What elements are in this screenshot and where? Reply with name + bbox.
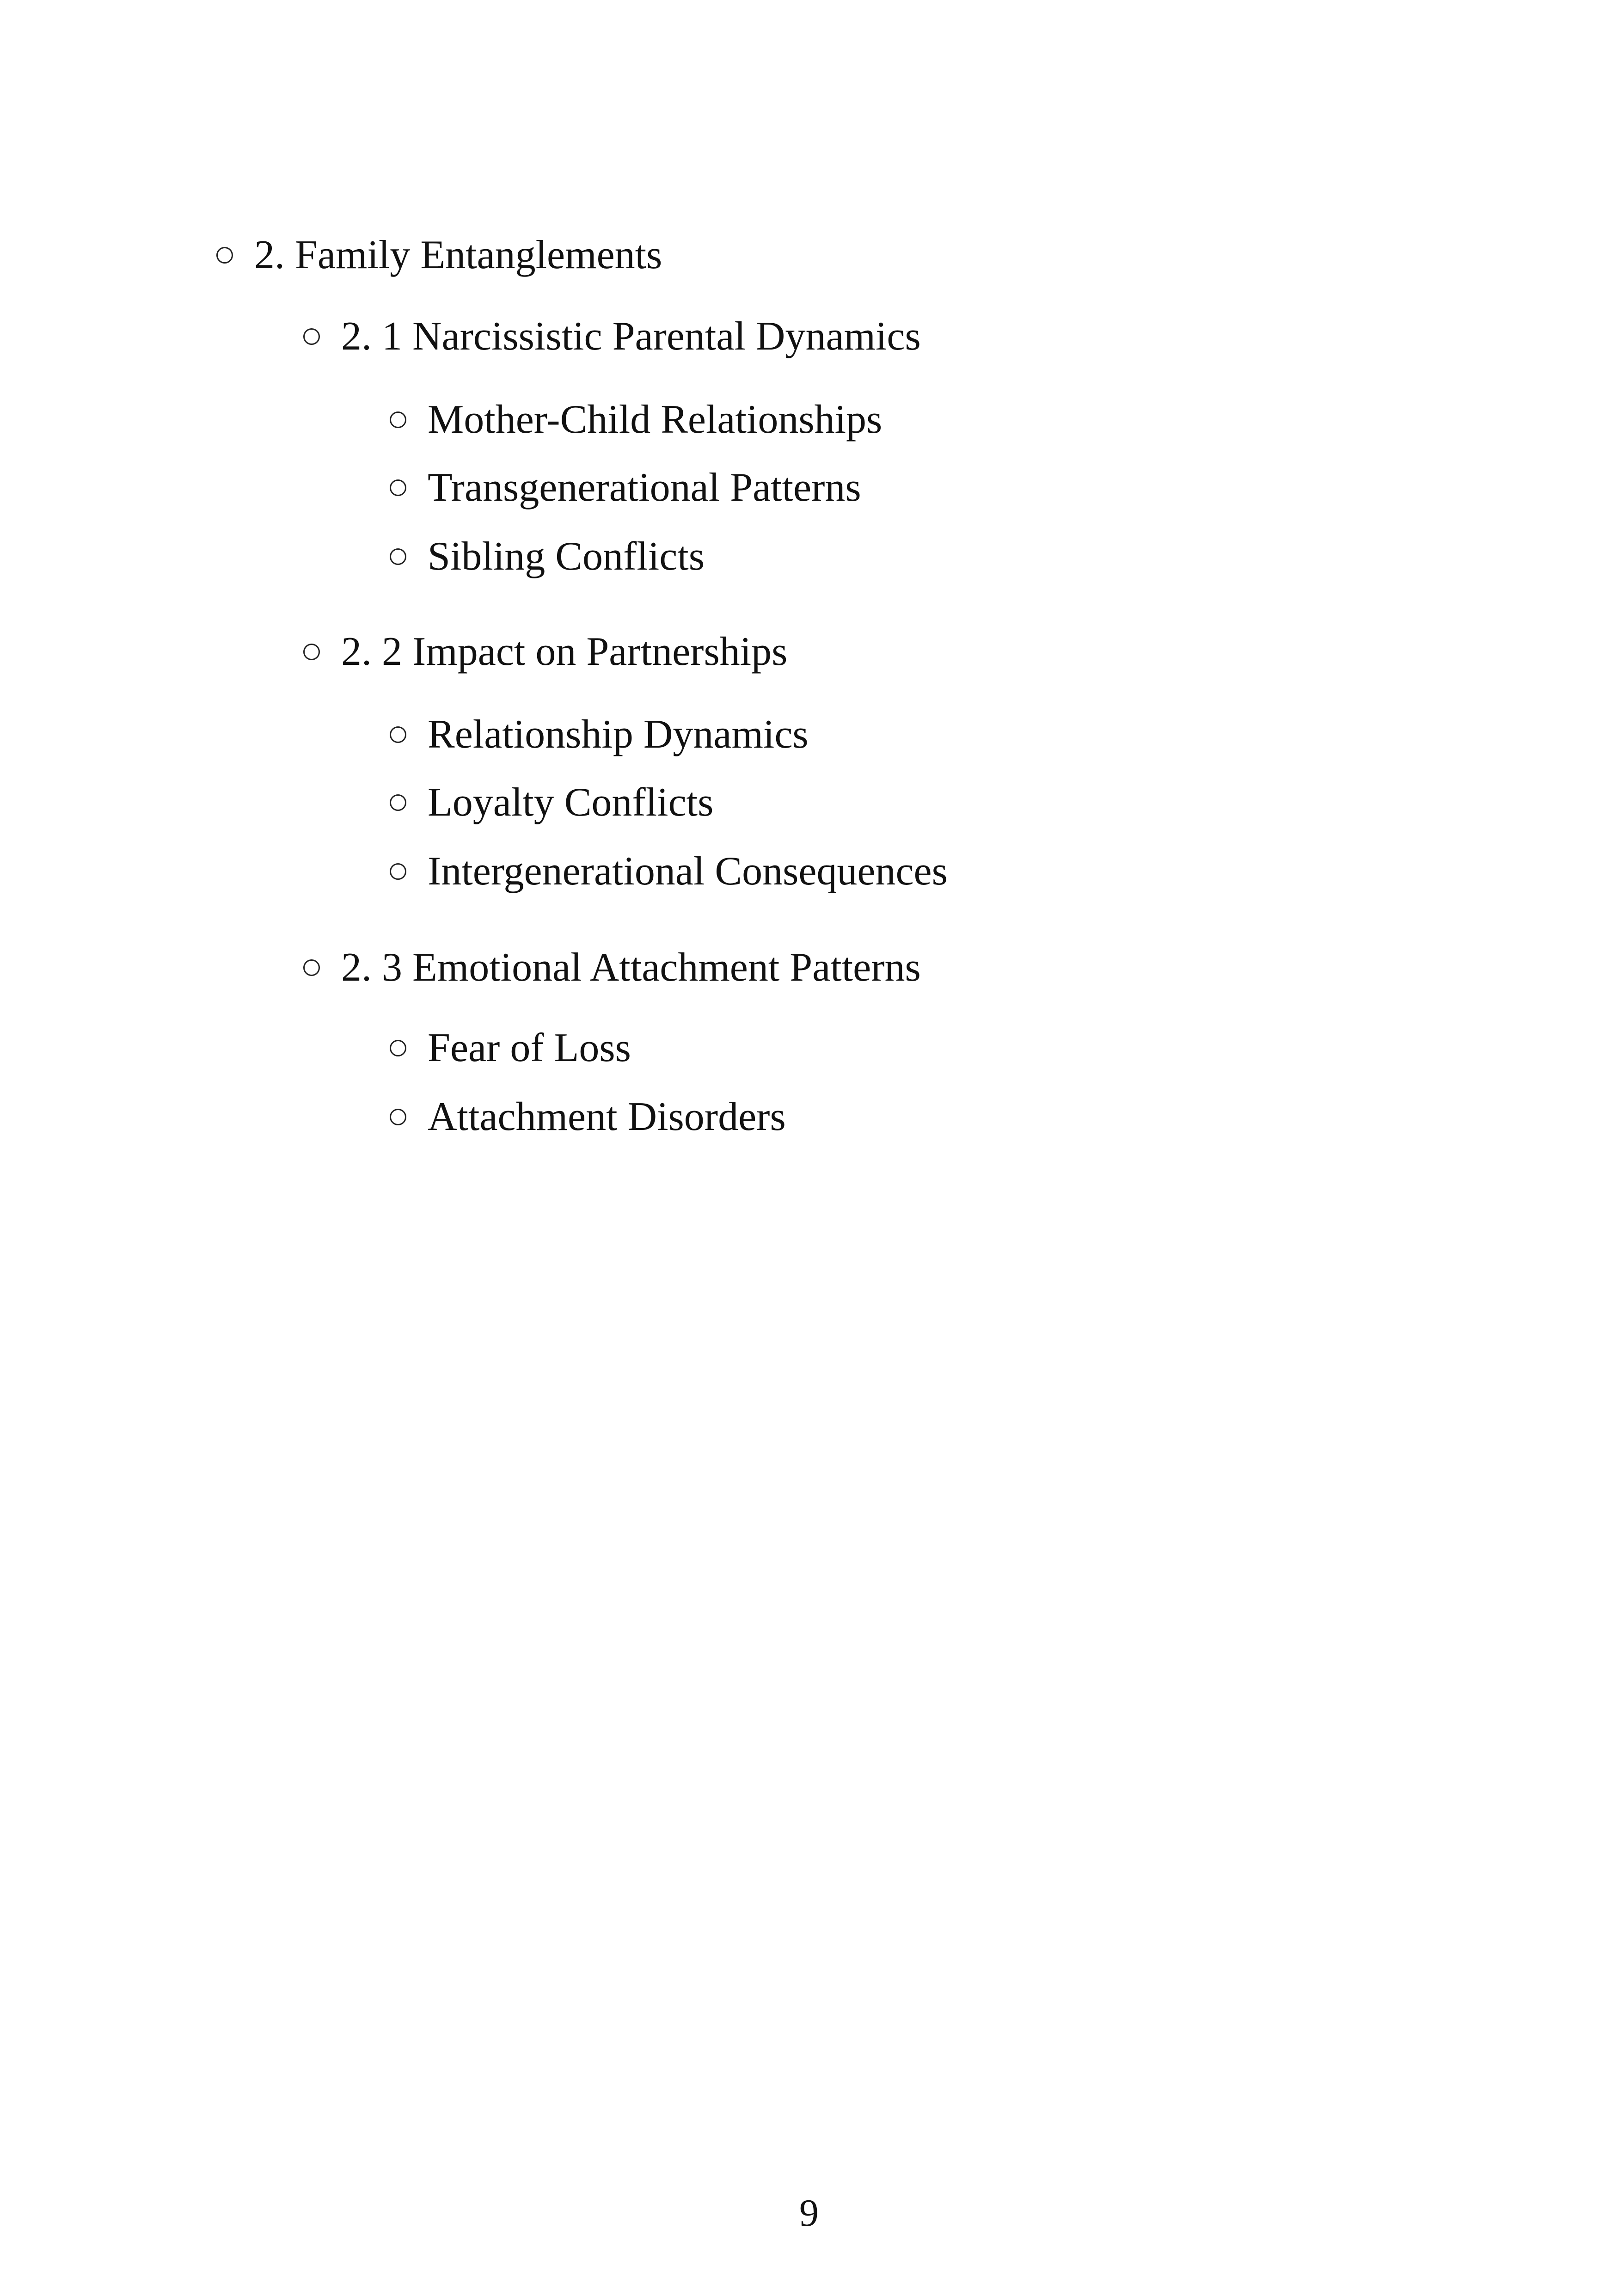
hollow-circle-bullet-icon — [390, 479, 406, 496]
hollow-circle-bullet-icon — [390, 726, 406, 743]
subsection-title: 2. 1 Narcissistic Parental Dynamics — [341, 314, 921, 359]
hollow-circle-bullet-icon — [303, 959, 320, 976]
hollow-circle-bullet-icon — [216, 247, 233, 264]
outline-list-item — [390, 782, 713, 823]
outline-list-item — [390, 536, 705, 577]
list-item-label: Fear of Loss — [428, 1025, 631, 1070]
outline-subsection-item — [303, 629, 788, 674]
outline-list-item — [390, 851, 948, 892]
subsection-title: 2. 3 Emotional Attachment Patterns — [341, 945, 921, 990]
outline-list-item — [390, 714, 809, 755]
hollow-circle-bullet-icon — [390, 548, 406, 565]
outline-list-item — [390, 1094, 786, 1139]
list-item-label: Mother-Child Relationships — [428, 397, 883, 442]
outline-list-item — [390, 467, 861, 508]
hollow-circle-bullet-icon — [390, 1109, 406, 1125]
list-item-label: Relationship Dynamics — [428, 712, 809, 757]
outline-subsection-item — [303, 316, 921, 357]
list-item-label: Attachment Disorders — [428, 1094, 786, 1139]
hollow-circle-bullet-icon — [390, 411, 406, 428]
list-item-label: Transgenerational Patterns — [428, 465, 861, 510]
outline-list-item — [390, 1025, 631, 1070]
subsection-title: 2. 2 Impact on Partnerships — [341, 629, 788, 674]
hollow-circle-bullet-icon — [390, 1040, 406, 1056]
hollow-circle-bullet-icon — [390, 794, 406, 811]
outline-subsection-item — [303, 947, 921, 988]
list-item-label: Sibling Conflicts — [428, 534, 705, 579]
page-number: 9 — [799, 2192, 819, 2235]
hollow-circle-bullet-icon — [303, 644, 320, 660]
list-item-label: Loyalty Conflicts — [428, 780, 714, 825]
outline-list-item — [390, 399, 882, 440]
hollow-circle-bullet-icon — [303, 328, 320, 345]
hollow-circle-bullet-icon — [390, 863, 406, 880]
outline-section-item — [216, 235, 662, 276]
section-title: 2. Family Entanglements — [254, 233, 662, 277]
list-item-label: Intergenerational Consequences — [428, 849, 948, 894]
